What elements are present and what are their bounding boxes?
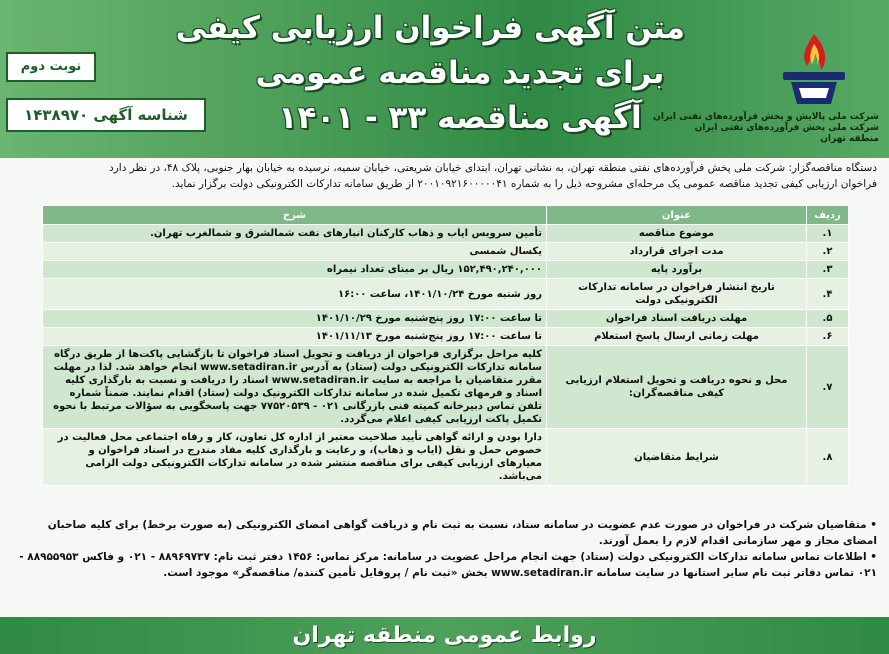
footer-text: روابط عمومی منطقه تهران [292, 623, 597, 648]
row-title: تاریخ انتشار فراخوان در سامانه تدارکات الکترونیکی دولت [547, 279, 807, 310]
intro-paragraph [12, 160, 877, 192]
row-title: محل و نحوه دریافت و تحویل استعلام ارزیابی کیفی مناقصه‌گران: [547, 346, 807, 429]
turn-badge: نوبت دوم [6, 52, 96, 82]
notes-section [12, 517, 877, 581]
row-number: ۳. [807, 261, 849, 279]
company-name-block [653, 112, 879, 145]
table-row [43, 225, 849, 243]
row-description: دارا بودن و ارائه گواهی تأیید صلاحیت معتبر از اداره کل تعاون، کار و رفاه اجتماعی محل فعالیت در خصوص حمل و نقل (ایاب و ذهاب)، و رعایت و بارگذاری کلیه مفاد مندرج در اسناد فراخوان و معیارهای ارزیابی کیفی برای مناقصه منتشر شده در سامانه تدارکات الکترونیکی دولت الزامی می‌باشد. [43, 429, 547, 486]
company-line-3: منطقه تهران [820, 134, 879, 144]
row-title: موضوع مناقصه [547, 225, 807, 243]
header-description: شرح [43, 206, 547, 225]
row-number: ۱. [807, 225, 849, 243]
row-number: ۴. [807, 279, 849, 310]
company-line-1: شرکت ملی پالایش و پخش فرآورده‌های نفتی ایران [653, 112, 879, 122]
row-description: تا ساعت ۱۷:۰۰ روز پنج‌شنبه مورخ ۱۴۰۱/۱۱/۱۳ [43, 328, 547, 346]
header-title: عنوان [547, 206, 807, 225]
table-row [43, 346, 849, 429]
table-header-row [43, 206, 849, 225]
row-number: ۶. [807, 328, 849, 346]
intro-line-1: دستگاه مناقصه‌گزار: شرکت ملی پخش فرآورده‌های نفتی منطقه تهران، به نشانی تهران، ابتدای خیابان شریعتی، خیابان سمیه، نرسیده به خیابان بهار جنوبی، پلاک ۴۸، در نظر دارد [109, 162, 877, 174]
row-number: ۵. [807, 310, 849, 328]
ad-id-badge: شناسه آگهی ۱۴۳۸۹۷۰ [6, 98, 206, 132]
row-description: تا ساعت ۱۷:۰۰ روز پنج‌شنبه مورخ ۱۴۰۱/۱۰/۲۹ [43, 310, 547, 328]
row-number: ۷. [807, 346, 849, 429]
nioc-flame-logo-icon [769, 30, 859, 110]
ad-title [175, 6, 685, 141]
header-banner [0, 0, 889, 158]
row-number: ۲. [807, 243, 849, 261]
footer-banner [0, 617, 889, 654]
row-title: مدت اجرای قرارداد [547, 243, 807, 261]
row-number: ۸. [807, 429, 849, 486]
header-row-number: ردیف [807, 206, 849, 225]
table-row [43, 243, 849, 261]
row-description: تأمین سرویس ایاب و ذهاب کارکنان انبارهای نفت شمالشرق و شمالغرب تهران. [43, 225, 547, 243]
row-description: ۱۵۲,۴۹۰,۲۴۰,۰۰۰ ریال بر مبنای تعداد نیمراه [43, 261, 547, 279]
row-title: برآورد پایه [547, 261, 807, 279]
company-line-2: شرکت ملی پخش فرآورده‌های نفتی ایران [694, 123, 879, 133]
intro-line-2: فراخوان ارزیابی کیفی تجدید مناقصه عمومی یک مرحله‌ای مشروحه ذیل را به شماره ۲۰۰۱۰۹۲۱۶۰۰۰۰۰۴۱ از طریق سامانه تدارکات الکترونیکی دولت برگزار نماید. [171, 178, 877, 190]
note-item: • اطلاعات تماس سامانه تدارکات الکترونیکی دولت (ستاد) جهت انجام مراحل عضویت در سامانه: مرکز تماس: ۱۴۵۶ دفتر ثبت نام: ۸۸۹۶۹۷۳۷ - ۰۲۱ و فاکس ۸۸۹۵۵۹۵۳ - ۰۲۱ تماس دفاتر ثبت نام سایر استانها در سایت سامانه www.setadiran.ir بخش «ثبت نام / پروفایل تأمین کننده/ مناقصه‌گر» موجود است. [19, 551, 877, 579]
row-description: روز شنبه مورخ ۱۴۰۱/۱۰/۲۴، ساعت ۱۶:۰۰ [43, 279, 547, 310]
title-line-1: متن آگهی فراخوان ارزیابی کیفی [175, 10, 685, 46]
table-row [43, 328, 849, 346]
table-row [43, 310, 849, 328]
row-title: مهلت زمانی ارسال پاسخ استعلام [547, 328, 807, 346]
table-row [43, 429, 849, 486]
row-title: شرایط متقاضیان [547, 429, 807, 486]
title-line-3: آگهی مناقصه ۳۳ - ۱۴۰۱ [278, 100, 642, 136]
table-row [43, 261, 849, 279]
table-row [43, 279, 849, 310]
tender-details-table [42, 205, 849, 486]
row-title: مهلت دریافت اسناد فراخوان [547, 310, 807, 328]
title-line-2: برای تجدید مناقصه عمومی [255, 55, 665, 91]
row-description: یکسال شمسی [43, 243, 547, 261]
row-description: کلیه مراحل برگزاری فراخوان از دریافت و تحویل اسناد فراخوان تا بازگشایی پاکت‌ها از طریق درگاه سامانه تدارکات الکترونیکی دولت (ستاد) به آدرس www.setadiran.ir انجام خواهد شد. لذا در مهلت مقرر متقاضیان با مراجعه به سایت www.setadiran.ir اسناد را دریافت و نسبت به بارگذاری کلیه اسناد و فرمهای تکمیل شده در سامانه تدارکات الکترونیک دولت (ستاد) اقدام نمایند. ضمناً شماره تلفن تماس دبیرخانه کمیته فنی بازرگانی ۰۲۱ - ۷۷۵۲۰۵۳۹ جهت پاسخگویی به سؤالات مرتبط با نحوه تکمیل پاکت ارزیابی کیفی اعلام می‌گردد. [43, 346, 547, 429]
note-item: • متقاضیان شرکت در فراخوان در صورت عدم عضویت در سامانه ستاد، نسبت به ثبت نام و دریافت گواهی امضای الکترونیکی (به صورت برخط) برای کلیه صاحبان امضای مجاز و مهر سازمانی اقدام لازم را بعمل آورند. [47, 519, 877, 547]
